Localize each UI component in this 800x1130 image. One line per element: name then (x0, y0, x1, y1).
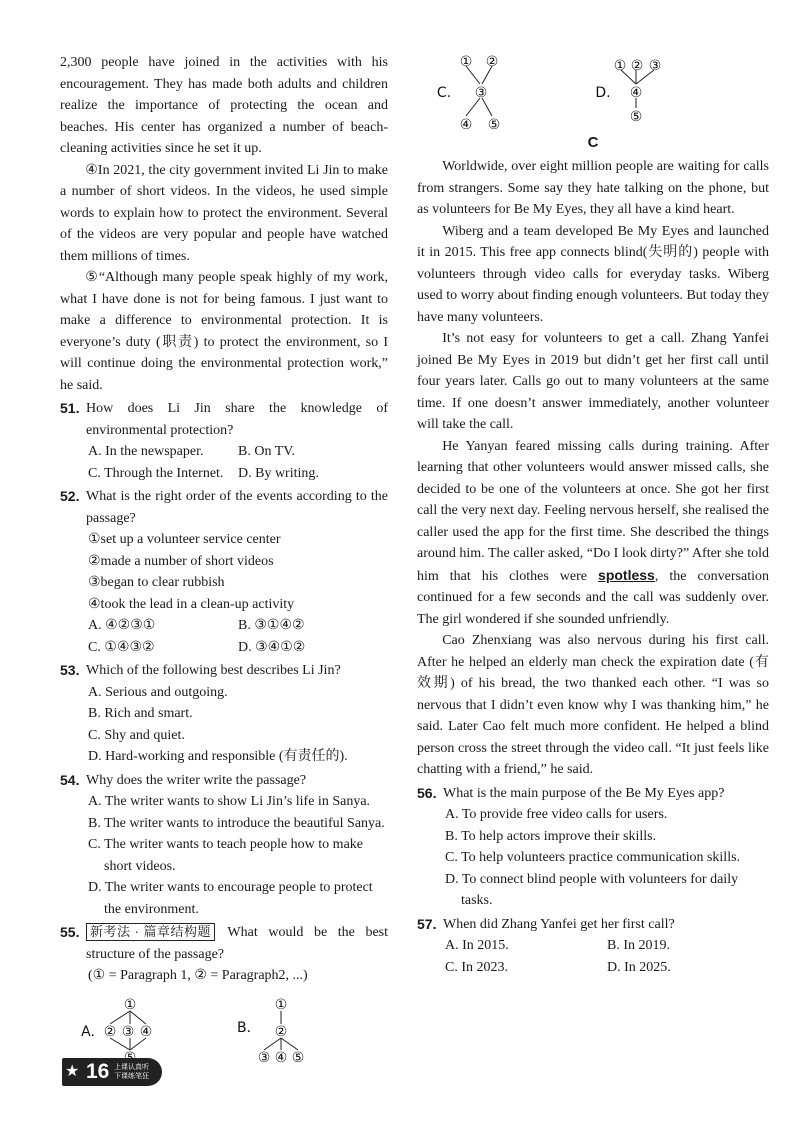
event-item: ②made a number of short videos (88, 553, 274, 569)
page-footer (62, 1058, 212, 1088)
paragraph-key-note: (① = Paragraph 1, ② = Paragraph2, ...) (88, 968, 308, 983)
paragraph-text: , the conversation continued for a few seconds and the call was suddenly over. The girl wondered if she sounded unfriendly. (417, 568, 770, 627)
node-1: ① (274, 997, 288, 1013)
option-c[interactable]: C. To help volunteers practice communication skills. (445, 850, 741, 865)
option-row (60, 441, 388, 463)
node-4: ④ (629, 85, 643, 101)
footer-slogan (114, 1063, 149, 1081)
option-row (417, 957, 769, 979)
option-d[interactable]: D. The writer wants to encourage people to protect the environment. (88, 880, 373, 917)
option-a[interactable]: A. In 2015. (445, 938, 509, 953)
node-5: ⑤ (291, 1050, 305, 1066)
option-a[interactable]: A. The writer wants to show Li Jin’s life in Sanya. (88, 794, 371, 809)
option-c[interactable]: C. ①④③② (88, 639, 155, 655)
option-c[interactable]: C. Through the Internet. (88, 465, 224, 481)
node-4: ④ (274, 1050, 288, 1066)
option-a[interactable]: A. ④②③① (88, 618, 156, 633)
question-number: 52. (60, 488, 80, 504)
node-1: ① (123, 997, 137, 1013)
question-number: 54. (60, 771, 80, 788)
diagram-label-d[interactable]: D. (595, 85, 611, 101)
question-text: Which of the following best describes Li Jin? (86, 663, 341, 678)
keyword-spotless: spotless (598, 566, 655, 583)
option-a[interactable]: A. To provide free video calls for users. (445, 807, 668, 822)
section-title: C (587, 134, 599, 151)
mascot-icon: ★ (65, 1063, 80, 1080)
option-b[interactable]: B. Rich and smart. (88, 706, 193, 721)
page-number: 16 (86, 1060, 110, 1083)
event-item: ③began to clear rubbish (88, 575, 225, 590)
option-c[interactable]: C. The writer wants to teach people how to make short videos. (88, 837, 363, 874)
option-d[interactable]: D. Hard-working and responsible (有责任的). (88, 749, 348, 764)
passage-paragraph: 2,300 people have joined in the activities with his encouragement. They has made both adults and children realize the importance of protecting the ocean and beaches. His center has organized a number of beach-cleaning activities since he set it up. (60, 55, 388, 156)
question-text: When did Zhang Yanfei get her first call? (443, 916, 675, 932)
event-item: ④took the lead in a clean-up activity (88, 596, 295, 612)
slogan-line: 上课认真听 (114, 1063, 149, 1071)
option-d[interactable]: D. To connect blind people with volunteers for daily tasks. (445, 871, 739, 908)
question-number: 51. (60, 400, 80, 416)
passage-paragraph: ④In 2021, the city government invited Li Jin to make a number of short videos. In the videos, he used simple words to explain how to protect the environment. Several of the videos are very popular and people have watched them millions of times. (60, 162, 388, 264)
option-a[interactable]: A. Serious and outgoing. (88, 684, 228, 700)
option-b[interactable]: B. On TV. (238, 444, 296, 459)
passage-paragraph: Wiberg and a team developed Be My Eyes and launched it in 2015. This free app connects blind(失明的) people with volunteers through video calls for everyday tasks. Wiberg used to worry about finding enough volunteers. But today they have many volunteers. (417, 223, 769, 325)
node-3: ③ (474, 85, 488, 101)
question-number: 57. (417, 915, 437, 932)
question-text: What would be the best structure of the passage? (86, 925, 389, 962)
node-2: ② (103, 1024, 117, 1040)
node-5: ⑤ (629, 109, 643, 125)
node-2: ② (485, 54, 499, 70)
option-b[interactable]: B. To help actors improve their skills. (445, 828, 657, 844)
passage-paragraph: Cao Zhenxiang was also nervous during his first call. After he helped an elderly man check the expiration date (有效期) of his bread, the two thanked each other. “I was so nervous that I didn’t even know why I was thanking him,” he said. Later Cao felt much more confident. He helped a blind person cross the street through the video call. “It just feels like chatting with a friend,” he said. (417, 633, 769, 777)
option-row (417, 935, 769, 957)
question-54 (60, 770, 388, 921)
option-d[interactable]: D. ③④①② (238, 639, 306, 655)
node-2: ② (274, 1024, 288, 1040)
question-number: 55. (60, 924, 80, 940)
right-column (417, 130, 769, 978)
question-text: Why does the writer write the passage? (86, 772, 307, 788)
question-text: How does Li Jin share the knowledge of environmental protection? (86, 401, 388, 438)
diagram-label-c[interactable]: C. (436, 85, 452, 101)
node-4: ④ (139, 1024, 153, 1040)
question-text: What is the right order of the events according to the passage? (86, 489, 388, 526)
option-row (60, 463, 388, 485)
question-52 (60, 486, 388, 658)
node-2: ② (630, 58, 644, 74)
new-question-type-tag: 新考法 · 篇章结构题 (86, 923, 215, 941)
node-1: ① (459, 54, 473, 70)
diagram-label-b[interactable]: B. (236, 1020, 252, 1036)
passage-paragraph: ⑤“Although many people speak highly of my work, what I have done is not for being famous. I just want to make a difference to environmental protection. It is everyone’s duty (职责) to protect the environment, so I will continue doing the environmental protection work,” he said. (60, 270, 388, 393)
question-number: 56. (417, 784, 437, 801)
node-3: ③ (121, 1024, 135, 1040)
question-53 (60, 660, 388, 768)
event-item: ①set up a volunteer service center (88, 532, 281, 547)
option-d[interactable]: D. In 2025. (607, 959, 671, 975)
option-d[interactable]: D. By writing. (238, 465, 319, 481)
option-c[interactable]: C. In 2023. (445, 959, 508, 975)
option-row (60, 615, 388, 637)
question-57 (417, 914, 769, 979)
node-5: ⑤ (487, 117, 501, 133)
option-c[interactable]: C. Shy and quiet. (88, 727, 185, 743)
structure-diagrams-cd (436, 54, 676, 136)
option-b[interactable]: B. In 2019. (607, 938, 670, 953)
question-56 (417, 783, 769, 912)
passage-paragraph: It’s not easy for volunteers to get a call. Zhang Yanfei joined Be My Eyes in 2019 but didn’t get her first call until four years later. Calls go out to many volunteers at the same time. If one doesn’t answer immediately, another volunteer will take the call. (417, 331, 769, 432)
node-3: ③ (648, 58, 662, 74)
question-55 (60, 922, 388, 987)
option-b[interactable]: B. ③①④② (238, 618, 305, 633)
node-1: ① (613, 58, 627, 74)
option-a[interactable]: A. In the newspaper. (88, 444, 204, 459)
node-4: ④ (459, 117, 473, 133)
passage-paragraph (417, 436, 769, 631)
slogan-line: 下课练笔狂 (114, 1072, 149, 1080)
question-51 (60, 398, 388, 484)
option-b[interactable]: B. The writer wants to introduce the beautiful Sanya. (88, 815, 385, 831)
option-row (60, 637, 388, 659)
diagram-label-a[interactable]: A. (81, 1024, 95, 1040)
structure-diagrams-ab (81, 996, 384, 1066)
paragraph-text: He Yanyan feared missing calls during training. After learning that other volunteers would answer missed calls, she decided to be one of the volunteers at once. She got her first call the very next day. Feeling nervous herself, she realised the caller used the app for the first time. She described the things around him. The caller asked, “Do I look dirty?” After she told him that his clothes were (417, 438, 769, 584)
node-3: ③ (257, 1050, 271, 1066)
passage-paragraph: Worldwide, over eight million people are waiting for calls from strangers. Some say they hate talking on the phone, but as volunteers for Be My Eyes, they all have a kind heart. (417, 159, 769, 217)
left-column (60, 52, 388, 987)
question-text: What is the main purpose of the Be My Eyes app? (443, 785, 725, 801)
question-number: 53. (60, 662, 80, 678)
